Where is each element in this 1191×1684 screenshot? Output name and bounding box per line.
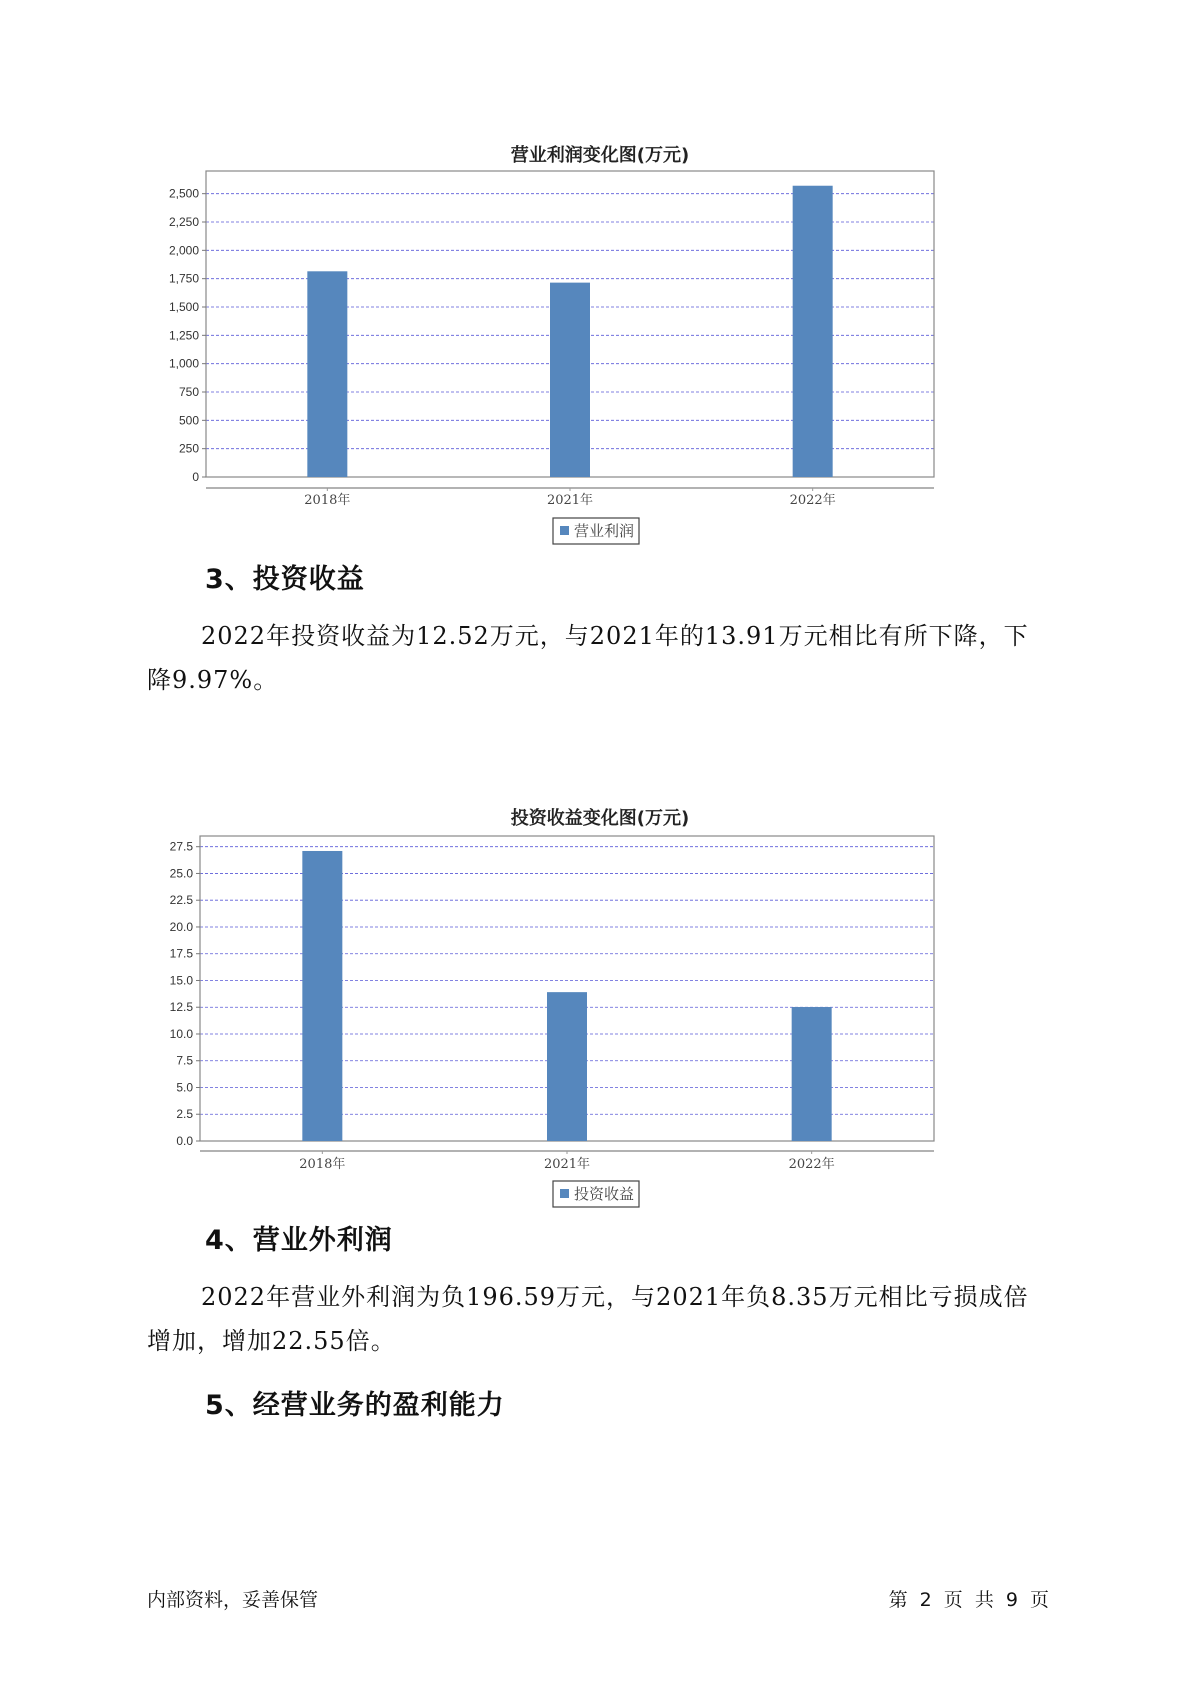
bar-2: [792, 1007, 832, 1141]
y-tick-label: 27.5: [169, 839, 193, 854]
y-tick-label: 0: [192, 470, 199, 484]
y-tick-label: 17.5: [169, 946, 193, 961]
section-heading-operating-profitability: 5、经营业务的盈利能力: [205, 1390, 505, 1421]
bar-1: [550, 283, 590, 477]
section-heading-non-operating-profit: 4、营业外利润: [205, 1225, 393, 1256]
legend-label: 投资收益: [574, 1185, 635, 1203]
bar-0: [302, 851, 342, 1141]
y-tick-label: 1,000: [168, 356, 199, 371]
y-tick-label: 0.0: [176, 1134, 193, 1148]
chart-legend: [553, 518, 639, 544]
y-tick-label: 1,750: [168, 271, 199, 286]
y-tick-label: 7.5: [176, 1053, 193, 1068]
x-tick-label: 2022年: [788, 1157, 835, 1172]
chart-title: 投资收益变化图(万元): [510, 808, 690, 829]
legend-label: 营业利润: [574, 522, 635, 540]
y-tick-label: 2,500: [168, 186, 199, 201]
legend-swatch: [560, 526, 569, 535]
x-tick-label: 2018年: [304, 493, 351, 508]
y-tick-label: 2.5: [176, 1107, 193, 1122]
y-tick-label: 1,500: [168, 300, 199, 314]
x-tick-label: 2022年: [789, 493, 836, 508]
x-tick-label: 2018年: [299, 1157, 346, 1172]
chart-title: 营业利润变化图(万元): [510, 145, 690, 166]
y-tick-label: 20.0: [169, 919, 193, 934]
y-tick-label: 22.5: [169, 893, 193, 908]
section-paragraph-investment-income: 2022年投资收益为12.52万元，与2021年的13.91万元相比有所下降，下降9.97%。: [147, 622, 1029, 694]
legend-swatch: [560, 1189, 569, 1198]
y-tick-label: 25.0: [169, 866, 193, 881]
y-tick-label: 10.0: [169, 1026, 193, 1041]
footer-confidential-note: 内部资料，妥善保管: [147, 1589, 319, 1611]
x-tick-label: 2021年: [543, 1157, 591, 1172]
y-tick-label: 750: [178, 385, 199, 399]
bar-1: [547, 992, 587, 1141]
y-tick-label: 500: [178, 413, 199, 428]
y-tick-label: 5.0: [176, 1080, 193, 1095]
y-tick-label: 12.5: [169, 1000, 193, 1015]
section-heading-investment-income: 3、投资收益: [205, 564, 365, 595]
investment-income-chart-svg: [150, 803, 1050, 1263]
section-paragraph-non-operating-profit: 2022年营业外利润为负196.59万元，与2021年负8.35万元相比亏损成倍增加，增加22.55倍。: [147, 1283, 1029, 1355]
operating-profit-chart-svg: [150, 140, 1050, 600]
y-tick-label: 250: [178, 441, 199, 456]
footer-page-number: 第 2 页 共 9 页: [888, 1589, 1049, 1611]
chart-legend: [553, 1181, 639, 1207]
investment-income-chart: [150, 803, 1050, 1263]
y-tick-label: 2,250: [168, 215, 199, 229]
y-tick-label: 15.0: [169, 973, 193, 988]
operating-profit-chart: [150, 140, 1050, 600]
x-tick-label: 2021年: [546, 493, 594, 508]
bar-0: [307, 271, 347, 477]
y-tick-label: 1,250: [168, 328, 199, 343]
y-tick-label: 2,000: [168, 243, 199, 258]
bar-2: [793, 186, 833, 477]
